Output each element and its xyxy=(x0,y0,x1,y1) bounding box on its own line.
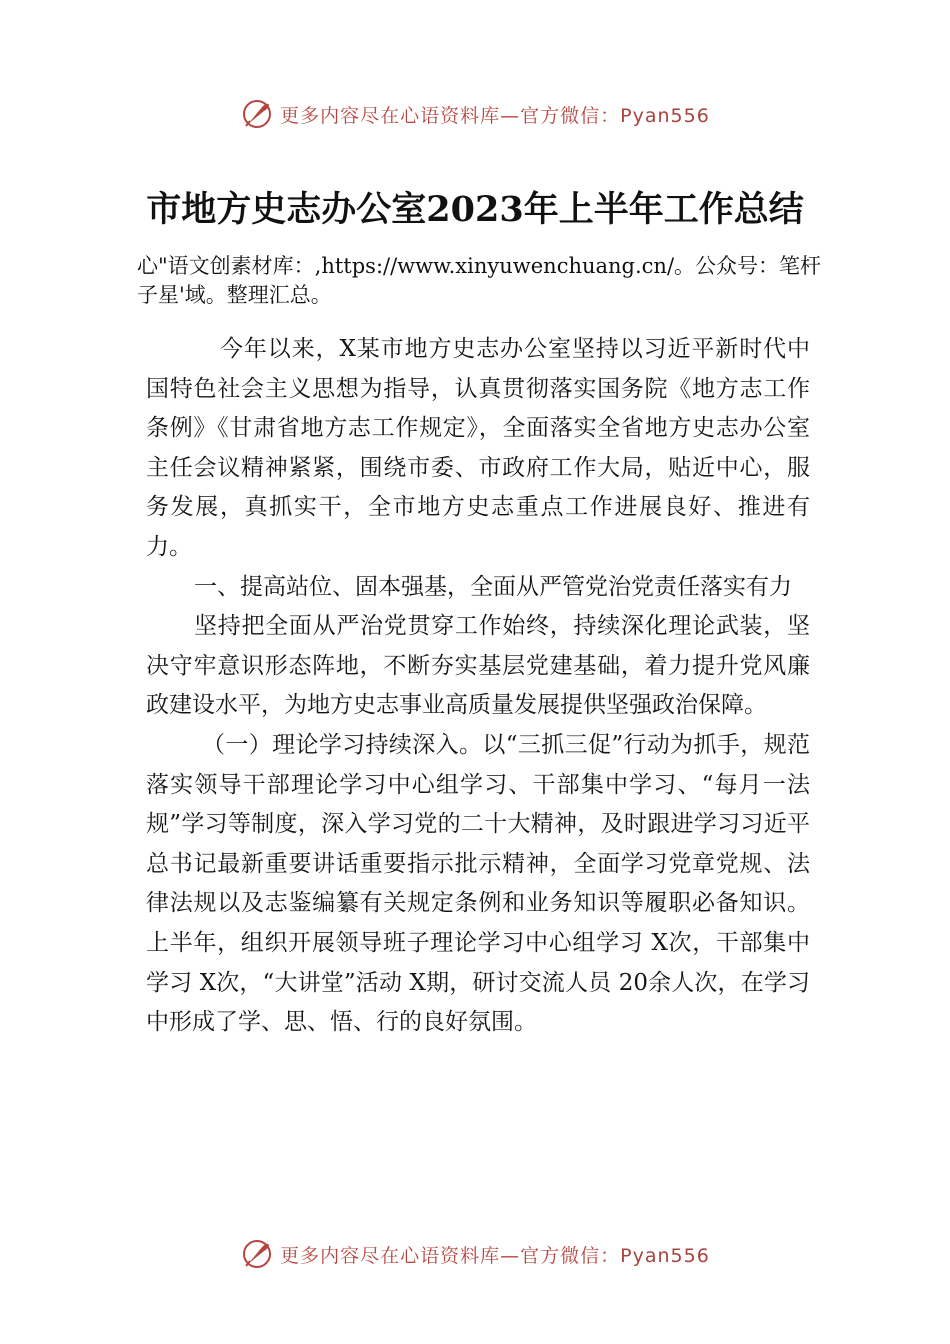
quill-pen-logo-icon xyxy=(240,1237,274,1271)
watermark-banner-bottom xyxy=(0,1234,950,1274)
watermark-banner-top xyxy=(0,94,950,134)
document-title: 市地方史志办公室2023年上半年工作总结 xyxy=(146,189,804,230)
paragraph-section-1: 坚持把全面从严治党贯穿工作始终，持续深化理论武装，坚决守牢意识形态阵地，不断夯实基层党建基础，着力提升党风廉政建设水平，为地方史志事业高质量发展提供坚强政治保障。 xyxy=(146,613,810,719)
quill-pen-logo-icon xyxy=(240,97,274,131)
paragraph-intro: 今年以来，X某市地方史志办公室坚持以习近平新时代中国特色社会主义思想为指导，认真贯彻落实国务院《地方志工作条例》《甘肃省地方志工作规定》，全面落实全省地方史志办公室主任会议精神紧紧，围绕市委、市政府工作大局，贴近中心，服务发展，真抓实干，全市地方史志重点工作进展良好、推进有力。 xyxy=(146,336,810,560)
watermark-text: 更多内容尽在心语资料库—官方微信：Pyan556 xyxy=(280,1244,710,1267)
watermark-text: 更多内容尽在心语资料库—官方微信：Pyan556 xyxy=(280,104,710,127)
document-body xyxy=(146,330,810,1043)
paragraph-subsection-1: （一）理论学习持续深入。以“三抓三促”行动为抓手，规范落实领导干部理论学习中心组学习、干部集中学习、“每月一法规”学习等制度，深入学习党的二十大精神，及时跟进学习习近平总书记最新重要讲话重要指示批示精神，全面学习党章党规、法律法规以及志鉴编纂有关规定条例和业务知识等履职必备知识。上半年，组织开展领导班子理论学习中心组学习 X次，干部集中学习 X次，“大讲堂”活动 X期，研讨交流人员 20余人次，在学习中形成了学、思、悟、行的良好氛围。 xyxy=(146,731,810,1036)
source-note: 心"语文创素材库：,https://www.xinyuwenchuang.cn/。公众号：笔杆子星'域。整理汇总。 xyxy=(137,254,822,307)
section-heading-1: 一、提高站位、固本强基，全面从严管党治党责任落实有力 xyxy=(194,573,792,600)
